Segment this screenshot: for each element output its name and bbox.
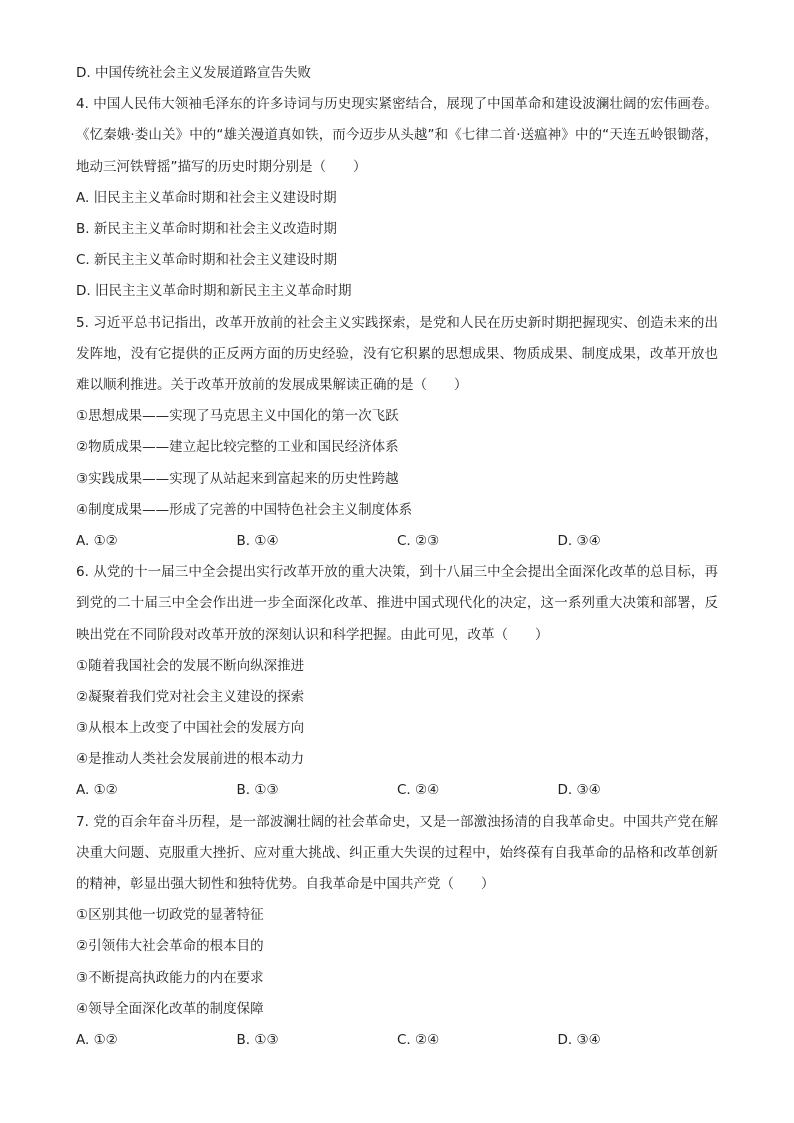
choice-row: [76, 526, 718, 557]
choice-b: B. ①③: [236, 1032, 279, 1048]
question-4: [76, 89, 718, 307]
statement-1: ①随着我国社会的发展不断向纵深推进: [76, 657, 305, 674]
exam-page: [76, 58, 718, 1056]
statement-3: ③实践成果——实现了从站起来到富起来的历史性跨越: [76, 470, 399, 487]
choice-d: D. ③④: [557, 1032, 601, 1048]
statement-1: ①思想成果——实现了马克思主义中国化的第一次飞跃: [76, 408, 399, 425]
statement-3: ③从根本上改变了中国社会的发展方向: [76, 720, 305, 737]
choice-c: C. ②④: [397, 782, 440, 799]
choice-a: A. ①②: [76, 532, 118, 549]
statement-4: ④是推动人类社会发展前进的根本动力: [76, 751, 305, 768]
option-c: C. 新民主主义革命时期和社会主义建设时期: [76, 252, 338, 269]
question-stem: 5. 习近平总书记指出，改革开放前的社会主义实践探索，是党和人民在历史新时期把握现实、创造未来的出发阵地，没有它提供的正反两方面的历史经验，没有它积累的思想成果、物质成果、制度成果，改革开放也难以顺利推进。关于改革开放前的发展成果解读正确的是（ ）: [76, 314, 718, 393]
choice-b: B. ①③: [236, 782, 279, 799]
statement-4: ④领导全面深化改革的制度保障: [76, 1000, 264, 1017]
question-stem: 6. 从党的十一届三中全会提出实行改革开放的重大决策，到十八届三中全会提出全面深化改革的总目标，再到党的二十届三中全会作出进一步全面深化改革、推进中国式现代化的决定，这一系列重大决策和部署，反映出党在不同阶段对改革开放的深刻认识和科学把握。由此可见，改革（ ）: [76, 564, 718, 643]
choice-c: C. ②④: [397, 1032, 440, 1048]
choice-d: D. ③④: [557, 782, 601, 799]
question-stem: 4. 中国人民伟大领袖毛泽东的许多诗词与历史现实紧密结合，展现了中国革命和建设波澜壮阔的宏伟画卷。《忆秦娥·娄山关》中的“雄关漫道真如铁，而今迈步从头越”和《七律二首·送瘟神》中的“天连五岭银锄落，地动三河铁臂摇”描写的历史时期分别是（ ）: [76, 96, 718, 175]
question-7: [76, 807, 718, 1057]
choice-row: [76, 775, 718, 806]
question-5: [76, 308, 718, 558]
question-6: [76, 557, 718, 807]
statement-2: ②引领伟大社会革命的根本目的: [76, 938, 264, 955]
choice-a: A. ①②: [76, 782, 118, 799]
choice-a: A. ①②: [76, 1032, 118, 1048]
choice-c: C. ②③: [397, 532, 440, 549]
statement-3: ③不断提高执政能力的内在要求: [76, 969, 264, 986]
statement-1: ①区别其他一切政党的显著特征: [76, 907, 264, 924]
statement-4: ④制度成果——形成了完善的中国特色社会主义制度体系: [76, 501, 413, 518]
question-stem: 7. 党的百余年奋斗历程，是一部波澜壮阔的社会革命史，又是一部激浊扬清的自我革命史。中国共产党在解决重大问题、克服重大挫折、应对重大挑战、纠正重大失误的过程中，始终葆有自我革命的品格和改革创新的精神，彰显出强大韧性和独特优势。自我革命是中国共产党（ ）: [76, 813, 718, 893]
choice-d: D. ③④: [557, 532, 601, 549]
option-b: B. 新民主主义革命时期和社会主义改造时期: [76, 220, 337, 237]
choice-b: B. ①④: [236, 532, 279, 549]
option-a: A. 旧民主主义革命时期和社会主义建设时期: [76, 189, 337, 206]
statement-2: ②凝聚着我们党对社会主义建设的探索: [76, 688, 305, 705]
choice-row: [76, 1025, 718, 1056]
q3-option-d: D. 中国传统社会主义发展道路宣告失败: [76, 65, 311, 81]
option-d: D. 旧民主主义革命时期和新民主主义革命时期: [76, 283, 352, 300]
statement-2: ②物质成果——建立起比较完整的工业和国民经济体系: [76, 439, 399, 456]
